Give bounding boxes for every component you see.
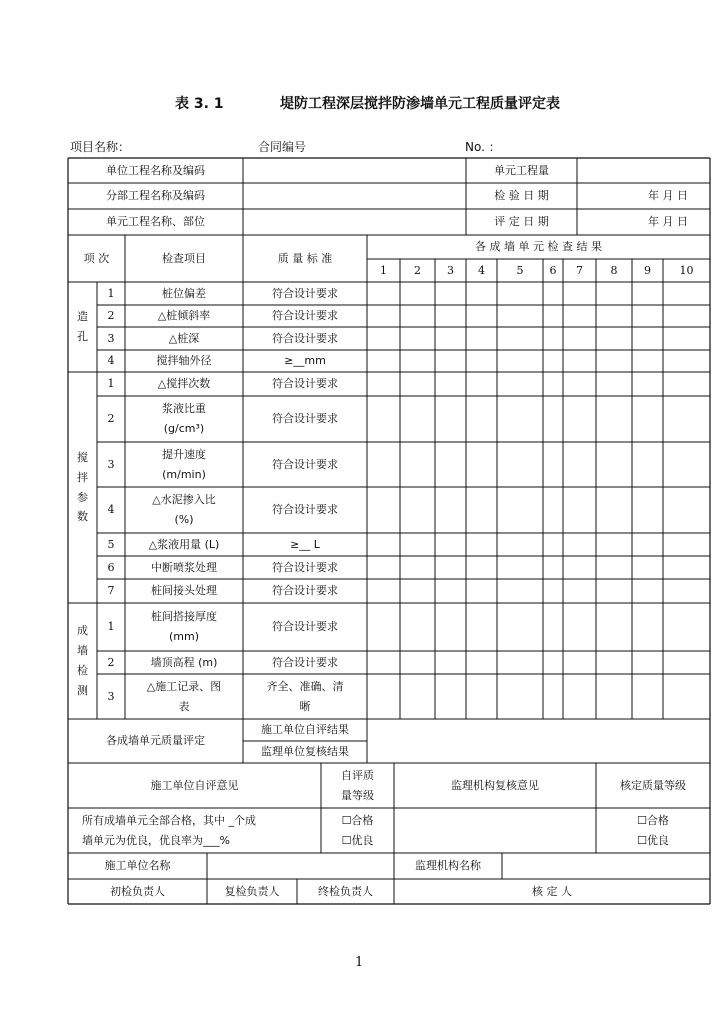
evaluate-date-value: 年 月 日 — [648, 215, 688, 229]
result-col-7: 7 — [576, 263, 583, 277]
self-result-label: 施工单位自评结果 — [261, 723, 349, 737]
check-item-line1: △施工记录、图 — [146, 679, 222, 693]
row-number: 2 — [107, 655, 115, 669]
self-grade-label-line2: 量等级 — [341, 788, 374, 802]
element-project-label: 单元工程名称、部位 — [106, 215, 205, 229]
quality-standard-line1: 齐全、准确、清 — [266, 679, 344, 693]
self-opinion-label: 施工单位自评意见 — [150, 778, 239, 792]
result-col-3: 3 — [447, 263, 454, 277]
group-hole-label — [68, 282, 97, 372]
row-number: 3 — [107, 457, 115, 471]
serial-number-label: No. ： — [465, 140, 501, 154]
group-mixing-label — [68, 372, 97, 603]
group-label-char: 拌 — [77, 470, 88, 484]
check-item: 墙顶高程 (m) — [150, 655, 218, 669]
self-statement — [68, 808, 321, 853]
row-number: 4 — [107, 354, 115, 368]
result-col-9: 9 — [644, 263, 651, 277]
contract-number-label: 合同编号 — [258, 140, 307, 154]
check-item-line1: △水泥掺入比 — [152, 493, 216, 507]
verified-grade-label: 核定质量等级 — [620, 778, 686, 792]
self-grade-label — [321, 763, 394, 808]
quality-standard: 符合设计要求 — [272, 286, 338, 300]
result-col-10: 10 — [679, 263, 694, 277]
row-number: 1 — [107, 286, 115, 300]
supervisor-org-label: 监理机构名称 — [415, 859, 481, 873]
item-no-header: 项 次 — [83, 251, 110, 265]
unit-quantity-label: 单元工程量 — [494, 163, 549, 177]
row-number: 2 — [107, 412, 115, 426]
result-col-4: 4 — [478, 263, 485, 277]
result-col-2: 2 — [414, 263, 421, 277]
row-number: 4 — [107, 503, 115, 517]
self-grade-options — [321, 808, 394, 853]
group-wall-label — [68, 603, 97, 719]
quality-standard: ≥__mm — [284, 354, 326, 368]
row-number: 1 — [107, 620, 115, 634]
quality-standard: 符合设计要求 — [272, 457, 338, 471]
result-col-8: 8 — [610, 263, 618, 277]
row-number: 1 — [107, 377, 115, 391]
quality-standard: 符合设计要求 — [272, 620, 338, 634]
page-title: 堤防工程深层搅拌防渗墙单元工程质量评定表 — [280, 96, 560, 112]
check-item: 中断喷浆处理 — [151, 560, 217, 574]
check-item: △桩倾斜率 — [157, 309, 211, 323]
results-header: 各 成 墙 单 元 检 查 结 果 — [475, 240, 602, 254]
group-label-char: 搅 — [77, 450, 88, 464]
group-label-char: 孔 — [77, 330, 88, 343]
check-item: 桩间接头处理 — [151, 584, 217, 598]
result-col-1: 1 — [380, 263, 387, 277]
inspect-date-label: 检 验 日 期 — [494, 189, 549, 203]
check-item: 桩位偏差 — [162, 286, 206, 300]
self-statement-line1: 所有成墙单元全部合格，其中 _个成 — [82, 813, 256, 827]
row-number: 7 — [107, 584, 115, 598]
group-label-char: 成 — [77, 624, 88, 638]
check-item-line1: 浆液比重 — [162, 402, 206, 416]
unit-project-label: 单位工程名称及编码 — [106, 163, 205, 177]
quality-standard: 符合设计要求 — [272, 584, 338, 598]
table-number: 表 3. 1 — [175, 96, 224, 112]
check-item-line1: 桩间搭接厚度 — [151, 610, 217, 624]
supervisor-result-label: 监理单位复核结果 — [261, 745, 349, 759]
check-item-line2: (m/min) — [162, 467, 206, 481]
check-item-line2: (mm) — [168, 630, 199, 643]
group-label-char: 数 — [77, 510, 88, 524]
project-name-label: 项目名称： — [70, 140, 131, 154]
construction-unit-label: 施工单位名称 — [104, 859, 171, 873]
unit-quality-label: 各成墙单元质量评定 — [106, 734, 205, 748]
quality-standard: ≥__ L — [290, 537, 320, 551]
check-item — [125, 603, 243, 651]
group-label-char: 参 — [77, 490, 88, 504]
check-item: △搅拌次数 — [157, 377, 211, 391]
quality-standard: 符合设计要求 — [272, 377, 338, 391]
row-number: 3 — [107, 689, 115, 703]
inspect-date-value: 年 月 日 — [648, 189, 688, 203]
row-number: 5 — [107, 537, 115, 551]
quality-standard: 符合设计要求 — [272, 560, 338, 574]
result-col-5: 5 — [516, 263, 524, 277]
check-item: 搅拌轴外径 — [156, 354, 212, 368]
final-inspector-label: 终检负责人 — [318, 884, 373, 898]
self-grade-options-line1: ☐合格 — [341, 813, 374, 827]
check-item-line1: 提升速度 — [162, 447, 206, 461]
evaluate-date-label: 评 定 日 期 — [494, 215, 549, 229]
verified-grade-options — [596, 808, 710, 853]
row-number: 6 — [107, 560, 115, 574]
quality-standard — [243, 674, 367, 719]
check-item — [125, 396, 243, 442]
group-label-char: 测 — [77, 683, 88, 697]
row-number: 2 — [107, 309, 115, 323]
first-inspector-label: 初检负责人 — [110, 884, 165, 898]
quality-standard-line2: 晰 — [299, 699, 311, 713]
group-label-char: 墙 — [77, 644, 88, 658]
quality-standard: 符合设计要求 — [272, 655, 338, 669]
quality-standard-header: 质 量 标 准 — [277, 251, 333, 265]
self-statement-line2: 墙单元为优良，优良率为___% — [82, 833, 230, 847]
quality-standard: 符合设计要求 — [272, 503, 338, 517]
verified-grade-options-line2: ☐优良 — [637, 833, 669, 847]
result-col-6: 6 — [549, 263, 557, 277]
page-number: 1 — [355, 955, 364, 970]
sub-project-label: 分部工程名称及编码 — [106, 189, 205, 203]
supervisor-opinion-label: 监理机构复核意见 — [451, 778, 539, 792]
check-item — [125, 442, 243, 487]
quality-standard: 符合设计要求 — [272, 309, 338, 323]
second-inspector-label: 复检负责人 — [224, 884, 280, 898]
quality-standard: 符合设计要求 — [272, 331, 338, 345]
group-label-char: 检 — [77, 664, 88, 677]
group-label-char: 造 — [77, 310, 88, 324]
self-grade-options-line2: ☐优良 — [341, 833, 374, 847]
approver-label: 核 定 人 — [532, 884, 572, 898]
quality-standard: 符合设计要求 — [272, 412, 338, 426]
check-item-line2: (g/cm³) — [163, 422, 205, 435]
check-item — [125, 674, 243, 719]
check-item-line2: (%) — [174, 513, 194, 526]
check-item: △浆液用量 (L) — [148, 537, 220, 551]
check-item-line2: 表 — [178, 699, 190, 713]
verified-grade-options-line1: ☐合格 — [637, 813, 669, 827]
self-grade-label-line1: 自评质 — [341, 768, 374, 782]
check-item-header: 检查项目 — [162, 251, 206, 265]
check-item — [125, 487, 243, 533]
row-number: 3 — [107, 331, 115, 345]
check-item: △桩深 — [168, 331, 200, 345]
